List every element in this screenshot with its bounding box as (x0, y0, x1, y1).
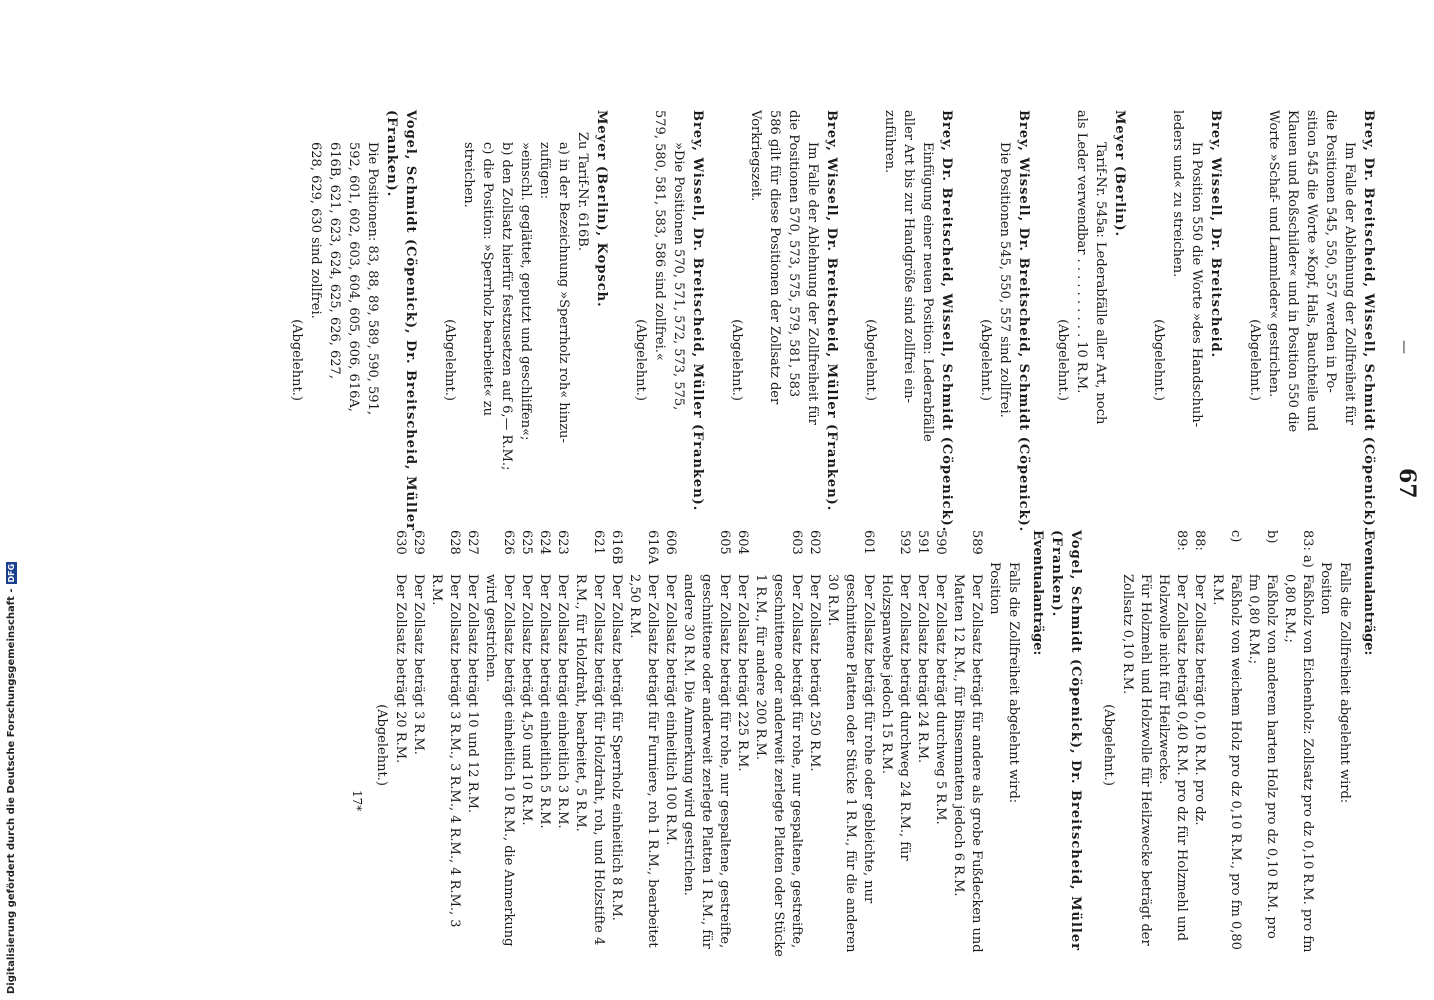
position-text: Der Zollsatz beträgt einheitlich 5 R.M. (537, 574, 552, 829)
position-number: 623 (555, 530, 570, 555)
position-number: 89: (1174, 530, 1189, 551)
position-text: Der Zollsatz beträgt 0,10 R.M. pro dz. (1192, 574, 1207, 826)
position-text: Der Zollsatz beträgt 0,40 R.M. pro dz für Holzmehl und Holzwolle nicht für Heilzwecke. (1156, 574, 1189, 941)
motion-line: leders und« zu streichen. (1170, 110, 1185, 278)
position-number: b) (1264, 530, 1279, 544)
position-number: 603 (789, 530, 804, 555)
motion-result: (Abgelehnt.) (1151, 319, 1166, 401)
motion-result: (Abgelehnt.) (374, 704, 389, 786)
motion-line: aller Art bis zur Handgröße sind zollfrei ein- (901, 110, 916, 403)
position-row (607, 530, 625, 960)
motion-sponsors: Meyer (Berlin), Kopsch. (594, 110, 609, 308)
position-row (535, 530, 553, 960)
position-text: Der Zollsatz beträgt für rohe, nur gespaltene, gestreifte, geschnittene oder anderweit zerlegte Platten oder Stücke 1 R.M., für andere 200 R.M. (753, 574, 804, 957)
position-number: 624 (537, 530, 552, 555)
motion-line: b) den Zollsatz hierfür festzusetzen auf 6,— R.M.; (499, 142, 514, 471)
motion-result: (Abgelehnt.) (1101, 704, 1116, 786)
motion-sponsors: Brey, Wissell, Dr. Breitscheid, Müller (Franken). (690, 110, 705, 512)
position-label: Position (1318, 562, 1333, 615)
motion-line: als Leder verwendbar . . . . . . . . . . 10 R.M. (1074, 110, 1089, 394)
position-number: 629 (411, 530, 426, 555)
motion-result: (Abgelehnt.) (289, 319, 304, 401)
position-number: 601 (861, 530, 876, 555)
motion-line: c) die Position: »Sperrholz bearbeitet« zu (480, 142, 495, 417)
motion-line: 586 gilt für diese Positionen der Zollsatz der (767, 110, 782, 405)
motion-line: Zu Tarif-Nr. 616B. (575, 132, 590, 251)
motion-line: die Positionen 570, 573, 575, 579, 581, 583 (786, 110, 801, 398)
motion-line: »einschl. geglättet, geputzt und geschliffen«; (518, 142, 533, 441)
position-text: Der Zollsatz beträgt einheitlich 10 R.M., die Anmerkung wird gestrichen. (483, 574, 516, 947)
section-heading: Eventualanträge: (1361, 530, 1376, 656)
position-number: 606 (663, 530, 678, 555)
position-number: 591 (915, 530, 930, 555)
motion-line: sition 545 die Worte »Kopf, Hals, Bauchteile und (1304, 110, 1319, 432)
motion-sponsors: Vogel, Schmidt (Cöpenick), Dr. Breitscheid, Müller (Franken). (1049, 530, 1083, 951)
position-number: 621 (591, 530, 606, 555)
motion-line: Vorkriegszeit. (748, 110, 763, 202)
motion-line: die Positionen 545, 550, 557 werden in Po- (1323, 110, 1338, 393)
position-number: 625 (519, 530, 534, 555)
position-text: Der Zollsatz beträgt 20 R.M. (393, 574, 408, 764)
position-number: 627 (465, 530, 480, 555)
position-number: 589 (969, 530, 984, 555)
position-number: 616A (645, 530, 660, 565)
motion-line: 628, 629, 630 sind zollfrei. (308, 142, 323, 319)
motion-line: streichen. (461, 142, 476, 208)
position-number: 605 (717, 530, 732, 555)
position-text: Faßholz von weichem Holz pro dz 0,10 R.M., pro fm 0,80 R.M. (1210, 574, 1243, 950)
corner-mark: — (1396, 340, 1412, 354)
position-rows (391, 530, 985, 960)
position-text: Der Zollsatz beträgt durchweg 24 R.M., für Holzspanwebe jedoch 15 R.M. (879, 574, 912, 861)
motion-sponsors: Brey, Wissell, Dr. Breitscheid. (1208, 110, 1223, 359)
dfg-logo: DFG (7, 563, 16, 583)
position-number: 83: a) (1300, 530, 1315, 568)
position-text: Der Zollsatz beträgt für Sperrholz einheitlich 8 R.M. (609, 574, 624, 921)
position-note: Für Holzmehl und Holzwolle für Heilzwecke beträgt der Zollsatz 0,10 R.M. (1120, 574, 1153, 946)
position-row (481, 530, 517, 960)
position-number: 626 (501, 530, 516, 555)
motion-sponsors: Vogel, Schmidt (Cöpenick), Dr. Breitscheid, Müller (Franken). (384, 110, 418, 531)
motion-line: »Die Positionen 570, 571, 572, 573, 575, (671, 142, 686, 411)
position-number: 628 (447, 530, 462, 555)
position-text: Der Zollsatz beträgt für Holzdraht, roh, und Holzstifte 4 R.M., für Holzdraht, bearbeitet, 5 R.M. (573, 574, 606, 946)
position-row (949, 530, 985, 960)
position-text: Der Zollsatz beträgt 10 und 12 R.M. (465, 574, 480, 814)
position-row (931, 530, 949, 960)
position-row (553, 530, 571, 960)
motion-line: 579, 580, 581, 583, 586 sind zollfrei.« (652, 110, 667, 361)
motion-result: (Abgelehnt.) (1055, 319, 1070, 401)
position-number: 88: (1192, 530, 1207, 551)
position-row (1208, 530, 1244, 960)
position-text: Faßholz von Eichenholz: Zollsatz pro dz 0,10 R.M. pro fm 0,80 R.M.; (1282, 574, 1315, 953)
motion-sponsors: Meyer (Berlin). (1112, 110, 1127, 238)
position-row (805, 530, 823, 960)
motion-result: (Abgelehnt.) (633, 319, 648, 401)
motion-sponsors: Brey, Wissell, Dr. Breitscheid, Müller (Franken). (824, 110, 839, 512)
position-row (571, 530, 607, 960)
position-text: Der Zollsatz beträgt einheitlich 3 R.M. (555, 574, 570, 829)
position-number: 590 (933, 530, 948, 555)
position-text: Der Zollsatz beträgt für Furniere, roh 1 R.M., bearbeitet 2,50 R.M. (627, 574, 660, 948)
position-number: 604 (735, 530, 750, 555)
position-row (427, 530, 463, 960)
position-row (913, 530, 931, 960)
position-label: Position (987, 562, 1002, 615)
motion-result: (Abgelehnt.) (978, 319, 993, 401)
position-text: Der Zollsatz beträgt 3 R.M. (411, 574, 426, 755)
motion-line: Worte »Schaf- und Lammleder« gestrichen. (1266, 110, 1281, 398)
section-intro: Falls die Zollfreiheit abgelehnt wird: (1337, 562, 1352, 804)
motion-line: 616B, 621, 623, 624, 625, 626, 627, (327, 142, 342, 379)
signature-mark: 17* (350, 790, 364, 812)
motion-result: (Abgelehnt.) (863, 319, 878, 401)
motion-line: zuführen. (882, 110, 897, 174)
position-rows (1154, 530, 1316, 960)
position-row (661, 530, 679, 960)
digitization-credit (6, 563, 22, 994)
credit-text: Digitalisierung gefördert durch die Deutsche Forschungsgemeinschaft - (6, 588, 17, 994)
motion-sponsors: Brey, Dr. Breitscheid, Wissell, Schmidt (Cöpenick). (939, 110, 954, 533)
position-row (877, 530, 913, 960)
position-row (391, 530, 409, 960)
position-text: Der Zollsatz beträgt 225 R.M. (735, 574, 750, 772)
position-text: Faßholz von anderem harten Holz pro dz 0,10 R.M. pro fm 0,80 R.M.; (1246, 574, 1279, 939)
section-intro: Falls die Zollfreiheit abgelehnt wird: (1006, 562, 1021, 804)
position-text: Der Zollsatz beträgt einheitlich 100 R.M. (663, 574, 678, 846)
position-row (625, 530, 661, 960)
position-row (733, 530, 751, 960)
position-number: 592 (897, 530, 912, 555)
motion-result: (Abgelehnt.) (1247, 319, 1262, 401)
section-heading: Eventualanträge: (1030, 530, 1045, 656)
position-row (823, 530, 877, 960)
motion-line: 592, 601, 602, 603, 604, 605, 606, 616A, (346, 142, 361, 412)
position-text: Der Zollsatz beträgt 24 R.M. (915, 574, 930, 764)
motion-line: a) in der Bezeichnung »Sperrholz roh« hinzu- (556, 142, 571, 443)
page-number: 67 (1394, 468, 1420, 499)
position-number: 630 (393, 530, 408, 555)
position-text: Der Zollsatz beträgt für rohe oder gebleichte, nur geschnittene Platten oder Stücke 1 R.M., für die anderen 30 R.M. (825, 574, 876, 953)
position-row (463, 530, 481, 960)
position-row (1190, 530, 1208, 960)
motion-line: Die Positionen: 83, 88, 89, 589, 590, 591, (365, 142, 380, 415)
position-text: Der Zollsatz beträgt für rohe, nur gespaltene, gestreifte, geschnittene oder anderweit zerlegte Platten 1 R.M., für andere 30 R.M. Die Anmerkung wird gestrichen. (681, 574, 732, 949)
position-row (409, 530, 427, 960)
position-number: 616B (609, 530, 624, 565)
motion-line: Im Falle der Ablehnung der Zollfreiheit für (805, 142, 820, 425)
position-number: c) (1228, 530, 1243, 543)
position-text: Der Zollsatz beträgt für andere als grobe Fußdecken und Matten 12 R.M., für Binsenmatten jedoch 6 R.M. (951, 574, 984, 953)
position-row (679, 530, 733, 960)
position-row (1280, 530, 1316, 960)
position-text: Der Zollsatz beträgt 3 R.M., 3 R.M., 4 R.M., 4 R.M., 3 R.M. (429, 574, 462, 928)
motion-result: (Abgelehnt.) (729, 319, 744, 401)
position-row (517, 530, 535, 960)
position-row (751, 530, 805, 960)
position-text: Der Zollsatz beträgt durchweg 5 R.M. (933, 574, 948, 825)
position-row (1154, 530, 1190, 960)
motion-result: (Abgelehnt.) (442, 319, 457, 401)
right-column (372, 530, 1378, 960)
position-number: 602 (807, 530, 822, 555)
position-text: Der Zollsatz beträgt 250 R.M. (807, 574, 822, 772)
motion-line: In Position 550 die Worte »des Handschuh- (1189, 142, 1204, 428)
motion-line: zufügen: (537, 142, 552, 200)
position-text: Der Zollsatz beträgt 4,50 und 10 R.M. (519, 574, 534, 826)
motion-line: Im Falle der Ablehnung der Zollfreiheit für (1342, 142, 1357, 425)
motion-line: Einfügung einer neuen Position: Lederabfälle (920, 142, 935, 442)
motion-line: Tarif-Nr. 545a: Lederabfälle aller Art, noch (1093, 142, 1108, 425)
motion-line: Die Positionen 545, 550, 557 sind zollfrei. (997, 142, 1012, 418)
motion-sponsors: Brey, Wissell, Dr. Breitscheid, Schmidt (Cöpenick). (1016, 110, 1031, 533)
position-row (1244, 530, 1280, 960)
motion-line: Klauen und Roßschilder« und in Position 550 die (1285, 110, 1300, 433)
motion-sponsors: Brey, Dr. Breitscheid, Wissell, Schmidt (Cöpenick). (1361, 110, 1376, 533)
